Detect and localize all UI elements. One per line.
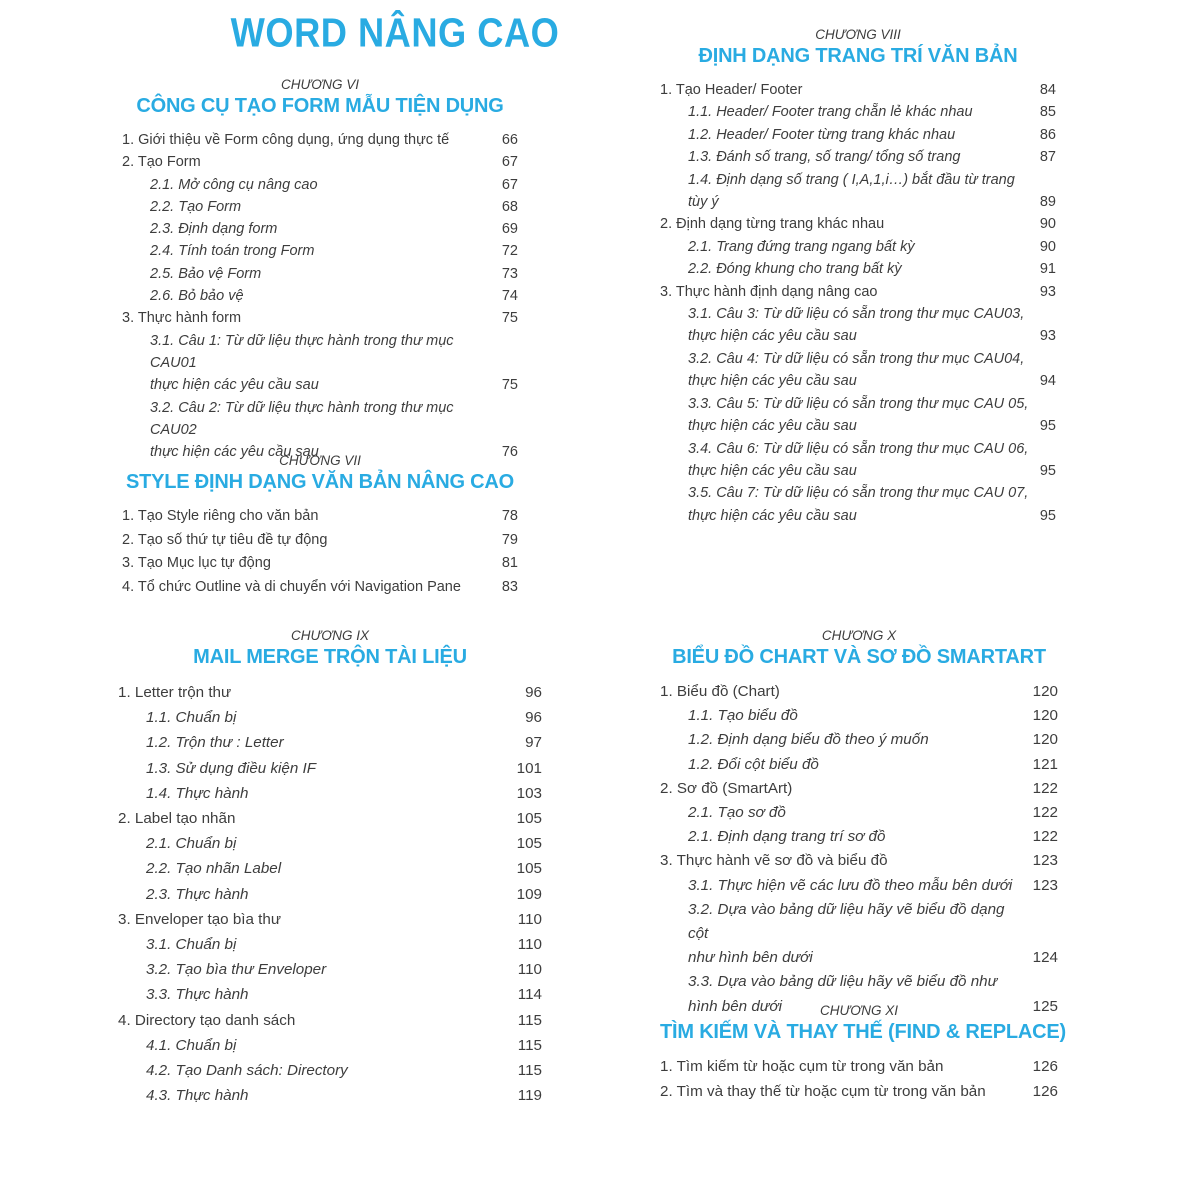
entry-text-line2: thực hiện các yêu cầu sau <box>688 418 857 435</box>
toc-entries <box>118 680 542 1108</box>
entry-text-line2: thực hiện các yêu cầu sau <box>688 462 857 479</box>
toc-entry <box>122 285 518 307</box>
entry-page-number: 126 <box>1032 1082 1058 1100</box>
entry-page-number: 72 <box>501 243 518 260</box>
entry-page-number: 69 <box>501 221 518 238</box>
entry-page-number: 75 <box>501 310 518 327</box>
section-heading: ĐỊNH DẠNG TRANG TRÍ VĂN BẢN <box>698 45 1018 67</box>
entry-label <box>122 263 494 285</box>
toc-entry <box>660 258 1056 280</box>
toc-entries <box>122 129 518 463</box>
toc-entry <box>122 263 518 285</box>
entry-page-number: 90 <box>1039 238 1056 255</box>
toc-entry <box>660 874 1058 898</box>
entry-page-number: 93 <box>1039 283 1056 300</box>
entry-label <box>660 169 1032 214</box>
toc-entry <box>660 124 1056 146</box>
toc-entry <box>660 348 1056 393</box>
entry-text: 3.1. Câu 1: Từ dữ liệu thực hành trong thư mục CAU01 <box>150 332 454 371</box>
entry-label <box>660 124 1032 146</box>
entry-label <box>660 849 1025 873</box>
entry-label <box>660 258 1032 280</box>
entry-text: 1. Letter trộn thư <box>118 684 232 701</box>
entry-text: 4.1. Chuẩn bị <box>146 1036 237 1054</box>
toc-section-chuong-ix <box>118 627 542 1108</box>
entry-page-number: 91 <box>1039 261 1056 278</box>
toc-entries <box>660 79 1056 527</box>
entry-label <box>118 907 510 932</box>
entry-page-number: 119 <box>517 1087 542 1105</box>
toc-entry <box>118 1058 542 1083</box>
toc-entry <box>118 806 542 831</box>
entry-label <box>660 438 1032 483</box>
entry-page-number: 95 <box>1039 462 1056 479</box>
entry-label <box>118 882 509 907</box>
entry-text: 1.4. Thực hành <box>146 784 249 802</box>
toc-entry <box>660 1055 1058 1080</box>
entry-label <box>118 1008 510 1033</box>
toc-entry <box>660 393 1056 438</box>
toc-entries <box>660 1055 1058 1104</box>
entry-page-number: 110 <box>517 910 542 928</box>
chapter-label: CHƯƠNG XI <box>820 1003 898 1018</box>
entry-page-number: 84 <box>1039 82 1056 98</box>
entry-text: 3.2. Dựa vào bảng dữ liệu hãy vẽ biểu đồ dạng cột <box>688 900 1005 943</box>
entry-label <box>122 218 494 240</box>
entry-text: 4.2. Tạo Danh sách: Directory <box>146 1062 348 1080</box>
entry-page-number: 83 <box>501 578 518 595</box>
toc-entry <box>660 79 1056 101</box>
entry-label <box>118 705 517 730</box>
entry-label <box>118 730 517 755</box>
entry-text-line2: như hình bên dưới <box>688 949 813 967</box>
toc-entry <box>660 898 1058 971</box>
entry-page-number: 126 <box>1032 1058 1058 1075</box>
entry-page-number: 124 <box>1032 949 1058 967</box>
entry-label <box>118 806 509 831</box>
section-heading: STYLE ĐỊNH DẠNG VĂN BẢN NÂNG CAO <box>125 471 515 493</box>
entry-label <box>122 151 494 173</box>
toc-entry <box>660 438 1056 483</box>
entry-page-number: 95 <box>1039 418 1056 435</box>
entry-page-number: 97 <box>525 734 542 752</box>
entry-text: 3. Tạo Mục lục tự động <box>122 555 271 571</box>
toc-entry <box>118 907 542 932</box>
entry-label <box>660 753 1025 777</box>
toc-entry <box>118 982 542 1007</box>
toc-entry <box>660 1080 1058 1105</box>
entry-text: 3. Enveloper tạo bìa thư <box>118 910 281 928</box>
section-heading: CÔNG CỤ TẠO FORM MẪU TIỆN DỤNG <box>136 95 504 117</box>
entry-label <box>660 79 1032 101</box>
entry-page-number: 105 <box>516 810 542 828</box>
entry-label <box>660 348 1032 393</box>
entry-page-number: 87 <box>1039 149 1056 166</box>
entry-page-number: 67 <box>501 176 518 193</box>
entry-label <box>118 831 509 856</box>
toc-entry <box>122 240 518 262</box>
toc-entry <box>122 129 518 151</box>
toc-entry <box>122 529 518 553</box>
entry-label <box>118 756 509 781</box>
entry-text: 2. Sơ đồ (SmartArt) <box>660 779 793 797</box>
entry-text: 2. Định dạng từng trang khác nhau <box>660 216 885 233</box>
entry-text: 3.5. Câu 7: Từ dữ liệu có sẵn trong thư mục CAU 07, <box>688 485 1029 502</box>
entry-page-number: 95 <box>1039 507 1056 524</box>
entry-text: 3.3. Dựa vào bảng dữ liệu hãy vẽ biểu đồ như hình bên dưới <box>688 973 998 1015</box>
entry-label <box>660 482 1032 527</box>
entry-text: 3.1. Câu 3: Từ dữ liệu có sẵn trong thư mục CAU03, <box>688 306 1025 323</box>
entry-text: 3.3. Câu 5: Từ dữ liệu có sẵn trong thư mục CAU 05, <box>688 395 1029 412</box>
entry-text-line2: thực hiện các yêu cầu sau <box>688 507 857 524</box>
entry-label <box>118 1058 510 1083</box>
entry-page-number: 90 <box>1039 216 1056 233</box>
entry-page-number: 93 <box>1039 328 1056 345</box>
entry-text: 2. Label tạo nhãn <box>118 810 236 828</box>
toc-entries <box>122 505 518 599</box>
entry-label <box>122 505 494 529</box>
entry-label <box>122 330 494 397</box>
entry-text-line2: thực hiện các yêu cầu sau <box>688 373 857 390</box>
entry-page-number: 94 <box>1039 373 1056 390</box>
entry-page-number: 79 <box>501 531 518 548</box>
entry-text: 2.2. Đóng khung cho trang bất kỳ <box>688 261 902 278</box>
entry-text: 3.4. Câu 6: Từ dữ liệu có sẵn trong thư mục CAU 06, <box>688 440 1029 457</box>
entry-label <box>118 1083 510 1108</box>
entry-page-number: 67 <box>501 154 518 171</box>
entry-text: 1. Giới thiệu về Form công dụng, ứng dụng thực tế <box>122 132 450 148</box>
toc-entry <box>118 680 542 705</box>
toc-entry <box>122 576 518 600</box>
toc-entry <box>118 1083 542 1108</box>
toc-entry <box>118 882 542 907</box>
toc-section-chuong-xi <box>660 1002 1066 1104</box>
toc-entry <box>660 169 1056 214</box>
entry-page-number: 105 <box>516 835 542 853</box>
entry-label <box>660 1055 1025 1080</box>
entry-label <box>118 957 510 982</box>
entry-page-number: 125 <box>1032 997 1058 1015</box>
entry-label <box>660 825 1025 849</box>
toc-section-chuong-vi <box>122 76 518 463</box>
entry-page-number: 78 <box>501 508 518 524</box>
entry-text: 1.2. Định dạng biểu đồ theo ý muốn <box>688 731 929 749</box>
toc-entry <box>118 957 542 982</box>
chapter-label: CHƯƠNG IX <box>291 628 369 643</box>
toc-entry <box>660 146 1056 168</box>
entry-text: 1.1. Header/ Footer trang chẵn lẻ khác nhau <box>688 104 973 121</box>
entry-label <box>122 285 494 307</box>
entry-text: 2. Tạo số thứ tự tiêu đề tự động <box>122 531 328 548</box>
entry-text: 2.1. Trang đứng trang ngang bất kỳ <box>688 238 915 255</box>
entry-page-number: 123 <box>1032 852 1058 870</box>
entry-text: 2.6. Bỏ bảo vệ <box>150 288 244 305</box>
toc-section-chuong-viii <box>660 26 1056 527</box>
toc-entry <box>660 704 1058 728</box>
entry-label <box>660 281 1032 303</box>
entry-text: 3. Thực hành định dạng nâng cao <box>660 283 878 300</box>
entry-page-number: 115 <box>517 1011 542 1029</box>
entry-text: 1.2. Header/ Footer từng trang khác nhau <box>688 126 956 143</box>
entry-page-number: 120 <box>1032 731 1058 749</box>
entry-text: 2.1. Tạo sơ đồ <box>688 804 786 822</box>
toc-entry <box>122 330 518 397</box>
entry-text: 3.3. Thực hành <box>146 986 249 1004</box>
entry-label <box>660 146 1032 168</box>
entry-page-number: 75 <box>501 377 518 394</box>
chapter-label: CHƯƠNG VII <box>279 453 361 468</box>
entry-text: 4.3. Thực hành <box>146 1087 249 1105</box>
entry-label <box>118 856 509 881</box>
entry-text: 2. Tạo Form <box>122 154 201 171</box>
toc-entry <box>122 151 518 173</box>
toc-entry <box>122 307 518 329</box>
entry-page-number: 81 <box>501 555 518 571</box>
toc-entry <box>118 1033 542 1058</box>
toc-entry <box>118 705 542 730</box>
entry-page-number: 115 <box>517 1036 542 1054</box>
entry-text: 2.2. Tạo Form <box>150 198 242 215</box>
entry-text: 1. Tạo Style riêng cho văn bản <box>122 508 319 524</box>
entry-text: 1.3. Sử dụng điều kiện IF <box>146 759 317 777</box>
toc-entry <box>660 236 1056 258</box>
entry-text: 4. Tổ chức Outline và di chuyển với Navigation Pane <box>122 578 461 595</box>
toc-entries <box>660 680 1058 1019</box>
entry-page-number: 74 <box>501 288 518 305</box>
entry-label <box>118 781 509 806</box>
entry-label <box>118 932 510 957</box>
toc-entry <box>118 781 542 806</box>
entry-page-number: 120 <box>1032 707 1058 725</box>
entry-text: 1.2. Trộn thư : Letter <box>146 734 284 752</box>
section-heading: TÌM KIẾM VÀ THAY THẾ (FIND & REPLACE) <box>660 1021 1066 1043</box>
entry-page-number: 86 <box>1039 126 1056 143</box>
toc-entry <box>122 196 518 218</box>
toc-section-chuong-vii <box>122 452 518 599</box>
entry-label <box>122 196 494 218</box>
toc-entry <box>118 856 542 881</box>
entry-text: 2.5. Bảo vệ Form <box>150 265 262 282</box>
entry-label <box>660 101 1032 123</box>
entry-page-number: 101 <box>516 759 542 777</box>
entry-text-line2: thực hiện các yêu cầu sau <box>150 444 319 461</box>
entry-page-number: 85 <box>1039 104 1056 121</box>
entry-label <box>660 777 1025 801</box>
toc-entry <box>118 831 542 856</box>
entry-text: 3. Thực hành vẽ sơ đồ và biểu đồ <box>660 852 888 870</box>
toc-entry <box>118 1008 542 1033</box>
entry-label <box>122 307 494 329</box>
toc-entry <box>122 552 518 576</box>
toc-entry <box>660 303 1056 348</box>
toc-section-chuong-x <box>660 627 1058 1019</box>
entry-label <box>660 898 1025 971</box>
toc-entry <box>118 932 542 957</box>
entry-text: 2.1. Chuẩn bị <box>146 835 237 853</box>
toc-entry <box>660 825 1058 849</box>
entry-page-number: 123 <box>1032 876 1058 894</box>
entry-text: 1. Tạo Header/ Footer <box>660 82 803 98</box>
entry-page-number: 76 <box>501 444 518 461</box>
toc-entry <box>660 728 1058 752</box>
entry-text: 1.1. Chuẩn bị <box>146 709 237 727</box>
entry-label <box>122 174 494 196</box>
toc-entry <box>660 281 1056 303</box>
section-heading: BIỂU ĐỒ CHART VÀ SƠ ĐỒ SMARTART <box>672 646 1046 668</box>
entry-page-number: 109 <box>516 885 542 903</box>
entry-label <box>122 129 494 151</box>
entry-label <box>660 704 1025 728</box>
entry-page-number: 73 <box>501 265 518 282</box>
entry-text: 4. Directory tạo danh sách <box>118 1011 296 1029</box>
entry-page-number: 115 <box>517 1062 542 1080</box>
entry-page-number: 110 <box>517 961 542 979</box>
entry-text: 2.2. Tạo nhãn Label <box>146 860 282 878</box>
entry-page-number: 114 <box>517 986 542 1004</box>
entry-label <box>660 303 1032 348</box>
entry-text: 2.1. Mở công cụ nâng cao <box>150 176 318 193</box>
entry-text: 3.1. Chuẩn bị <box>146 936 237 954</box>
entry-page-number: 66 <box>501 132 518 148</box>
entry-label <box>118 680 517 705</box>
entry-text: 1.4. Định dạng số trang ( I,A,1,i…) bắt đầu từ trang tùy ý <box>688 171 1015 211</box>
toc-entry <box>118 756 542 781</box>
toc-entry <box>660 753 1058 777</box>
entry-text: 3.2. Tạo bìa thư Enveloper <box>146 961 327 979</box>
entry-text: 3. Thực hành form <box>122 310 242 327</box>
entry-page-number: 105 <box>516 860 542 878</box>
toc-entry <box>660 680 1058 704</box>
entry-text-line2: thực hiện các yêu cầu sau <box>150 377 319 394</box>
entry-label <box>660 874 1025 898</box>
chapter-label: CHƯƠNG VI <box>281 77 359 92</box>
entry-label <box>118 982 510 1007</box>
book-title: WORD NÂNG CAO <box>230 10 560 56</box>
toc-entry <box>660 101 1056 123</box>
entry-label <box>118 1033 510 1058</box>
entry-text: 1.2. Đổi cột biểu đồ <box>688 755 819 773</box>
entry-page-number: 110 <box>517 936 542 954</box>
entry-text: 2. Tìm và thay thế từ hoặc cụm từ trong văn bản <box>660 1082 986 1100</box>
toc-entry <box>660 849 1058 873</box>
entry-label <box>660 213 1032 235</box>
entry-text-line2: thực hiện các yêu cầu sau <box>688 328 857 345</box>
entry-page-number: 121 <box>1032 755 1058 773</box>
chapter-label: CHƯƠNG X <box>821 628 897 643</box>
toc-entry <box>122 174 518 196</box>
chapter-label: CHƯƠNG VIII <box>815 27 901 42</box>
toc-entry <box>118 730 542 755</box>
entry-page-number: 96 <box>525 684 542 701</box>
entry-text: 2.1. Định dạng trang trí sơ đồ <box>688 828 886 846</box>
entry-page-number: 89 <box>1039 194 1056 211</box>
entry-page-number: 96 <box>525 709 542 727</box>
toc-entry <box>122 218 518 240</box>
entry-text: 2.3. Định dạng form <box>150 221 278 238</box>
entry-page-number: 103 <box>516 784 542 802</box>
entry-text: 1.3. Đánh số trang, số trang/ tổng số trang <box>688 149 961 166</box>
entry-text: 2.4. Tính toán trong Form <box>150 243 315 260</box>
toc-entry <box>660 213 1056 235</box>
entry-label <box>660 728 1025 752</box>
toc-entry <box>660 777 1058 801</box>
entry-page-number: 122 <box>1032 804 1058 822</box>
toc-entry <box>660 482 1056 527</box>
entry-text: 3.1. Thực hiện vẽ các lưu đồ theo mẫu bên dưới <box>688 876 1013 894</box>
entry-label <box>660 680 1025 704</box>
entry-text: 3.2. Câu 2: Từ dữ liệu thực hành trong thư mục CAU02 <box>150 399 454 438</box>
entry-label <box>122 552 494 576</box>
entry-page-number: 120 <box>1032 683 1058 700</box>
entry-label <box>660 801 1025 825</box>
section-heading: MAIL MERGE TRỘN TÀI LIỆU <box>193 646 467 668</box>
entry-label <box>660 1080 1025 1105</box>
entry-label <box>122 240 494 262</box>
entry-text: 2.3. Thực hành <box>146 885 249 903</box>
entry-page-number: 122 <box>1032 828 1058 846</box>
entry-text: 3.2. Câu 4: Từ dữ liệu có sẵn trong thư mục CAU04, <box>688 350 1025 367</box>
entry-label <box>660 236 1032 258</box>
toc-entry <box>660 801 1058 825</box>
entry-text: 1.1. Tạo biểu đồ <box>688 707 798 725</box>
entry-label <box>122 576 494 600</box>
entry-text: 1. Tìm kiếm từ hoặc cụm từ trong văn bản <box>660 1058 944 1075</box>
entry-page-number: 122 <box>1032 779 1058 797</box>
entry-page-number: 68 <box>501 198 518 215</box>
entry-label <box>660 393 1032 438</box>
entry-text: 1. Biểu đồ (Chart) <box>660 683 780 700</box>
toc-entry <box>122 505 518 529</box>
entry-label <box>122 529 494 553</box>
